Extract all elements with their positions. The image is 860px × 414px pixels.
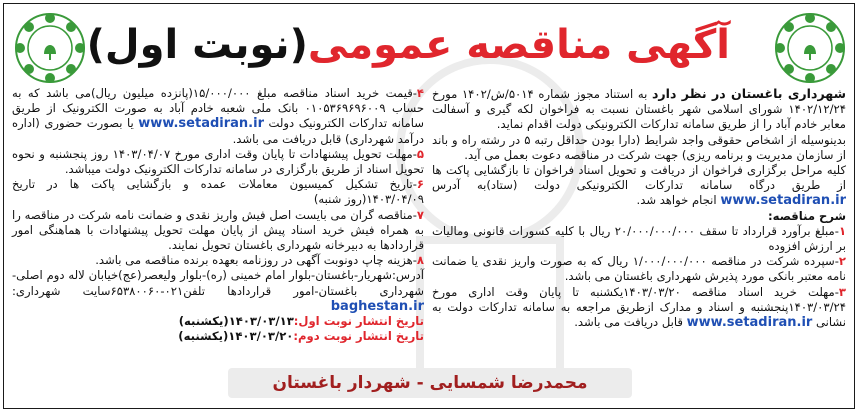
- publish-date-2: تاریخ انتشار نوبت دوم:۱۴۰۳/۰۳/۲۰(یکشنبه): [178, 329, 424, 344]
- setad-link[interactable]: www.setadiran.ir: [686, 315, 813, 331]
- eligibility-paragraph: بدینوسیله از اشخاص حقوقی واجد شرایط (دارا بودن حداقل رتبه ۵ در رشته راه و باند از سازمان مدیریت و برنامه ریزی) جهت شرکت در مناقصه دعوت بعمل می آید.: [432, 132, 846, 162]
- signature-bar: محمدرضا شمسایی - شهردار باغستان: [228, 368, 632, 398]
- address-paragraph: آدرس:شهریار-باغستان-بلوار امام خمینی (ره)-بلوار ولیعصر(عج)خیابان لاله دوم اصلی-شهرداری باغستان-امور قراردادها تلفن۰۲۱-۶۵۳۸۰۰۶۰سایت شهرداری: baghestan.ir: [12, 268, 424, 314]
- setad-link[interactable]: www.setadiran.ir: [720, 193, 846, 209]
- title-suffix: (نوبت اول): [86, 22, 308, 68]
- municipality-logo-left: [14, 12, 86, 84]
- intro-lead: شهرداری باغستان در نظر دارد: [651, 86, 846, 101]
- condition-item-7: ۷-مناقصه گران می بایست اصل فیش واریز نقدی و ضمانت نامه شرکت در مناقصه را به همراه فیش خرید اسناد پیش از پایان مهلت تحویل پیشنهادات با هماهنگی امور قراردادها به دبیرخانه شهرداری باغستان تحویل نمایند.: [12, 207, 424, 253]
- condition-item-2: ۲-سپرده شرکت در مناقصه ۱/۰۰۰/۰۰۰/۰۰۰ ریال که به صورت واریز نقدی یا ضمانت نامه معتبر بانکی مورد پذیرش شهرداری باغستان می باشد.: [432, 254, 846, 284]
- setad-link[interactable]: www.setadiran.ir: [138, 116, 264, 132]
- condition-item-5: ۵-مهلت تحویل پیشنهادات تا پایان وقت اداری مورخ ۱۴۰۳/۰۴/۰۷ روز پنجشنبه و نحوه تحویل اسناد از طریق بارگزاری در سامانه تدارکات الکترونیک دولت میباشد.: [12, 146, 424, 177]
- right-column: [432, 86, 846, 330]
- intro-paragraph: [432, 86, 846, 133]
- left-column: [12, 86, 424, 344]
- condition-item-8: ۸-هزینه چاپ دونوبت آگهی در روزنامه بعهده برنده مناقصه می باشد.: [95, 253, 424, 268]
- process-paragraph: کلیه مراحل برگزاری فراخوان از دریافت و تحویل اسناد فراخوان تا بازگشایی پاکت ها از طریق درگاه سامانه تدارکات الکترونیکی دولت (ستاد)به آدرس www.setadiran.ir انجام خواهد شد.: [432, 163, 846, 209]
- title-main: آگهی مناقصه عمومی: [307, 22, 730, 68]
- ad-title: [86, 14, 730, 76]
- intro-rest: به استناد مجوز شماره ۵۰۱۴/ش/۱۴۰۲ مورخ ۱۴۰۲/۱۲/۲۴ شورای اسلامی شهر باغستان نسبت به فراخوان لکه گیری و آسفالت معابر خادم آباد را از طریق سامانه تدارکات الکترونیکی دولت اقدام نماید.: [432, 87, 846, 132]
- condition-item-6: ۶-تاریخ تشکیل کمیسیون معاملات عمده و بازگشایی پاکت ها در تاریخ ۱۴۰۳/۰۴/۰۹(روز شنبه): [12, 177, 424, 207]
- municipality-logo-right: [774, 12, 846, 84]
- publish-date-1: تاریخ انتشار نوبت اول:۱۴۰۳/۰۳/۱۳(یکشنبه): [178, 314, 424, 329]
- emblem-icon: [774, 12, 846, 84]
- conditions-heading: شرح مناقصه:: [768, 208, 846, 223]
- emblem-icon: [14, 12, 86, 84]
- condition-item-1: ۱-مبلغ برآورد قرارداد تا سقف ۲۰/۰۰۰/۰۰۰/۰۰۰ ریال با کلیه کسورات قانونی ومالیات بر ارزش افزوده: [432, 223, 847, 254]
- condition-item-4: ۴-قیمت خرید اسناد مناقصه مبلغ ۱۵/۰۰۰/۰۰۰(پانزده میلیون ریال)می باشد که به حساب ۰۱۰۵۳۶۹۶۹۶۰۰۹ بانک ملی شعبه خادم آباد به صورت الکترونیک از طریق سامانه تدارکات الکترونیک دولت www.setadiran.ir یا بصورت حضوری (اداره درآمد شهرداری) قابل دریافت می باشد.: [12, 86, 425, 146]
- municipality-site-link[interactable]: baghestan.ir: [330, 298, 424, 314]
- condition-item-3: ۳-مهلت خرید اسناد مناقصه ۱۴۰۳/۰۳/۲۰یکشنبه تا پایان وقت اداری مورخ ۱۴۰۳/۰۳/۲۴پنجشنبه و اسناد و مدارک ازطریق مراجعه به سامانه تدارکات دولت به نشانی www.setadiran.ir قابل دریافت می باشد.: [432, 284, 846, 331]
